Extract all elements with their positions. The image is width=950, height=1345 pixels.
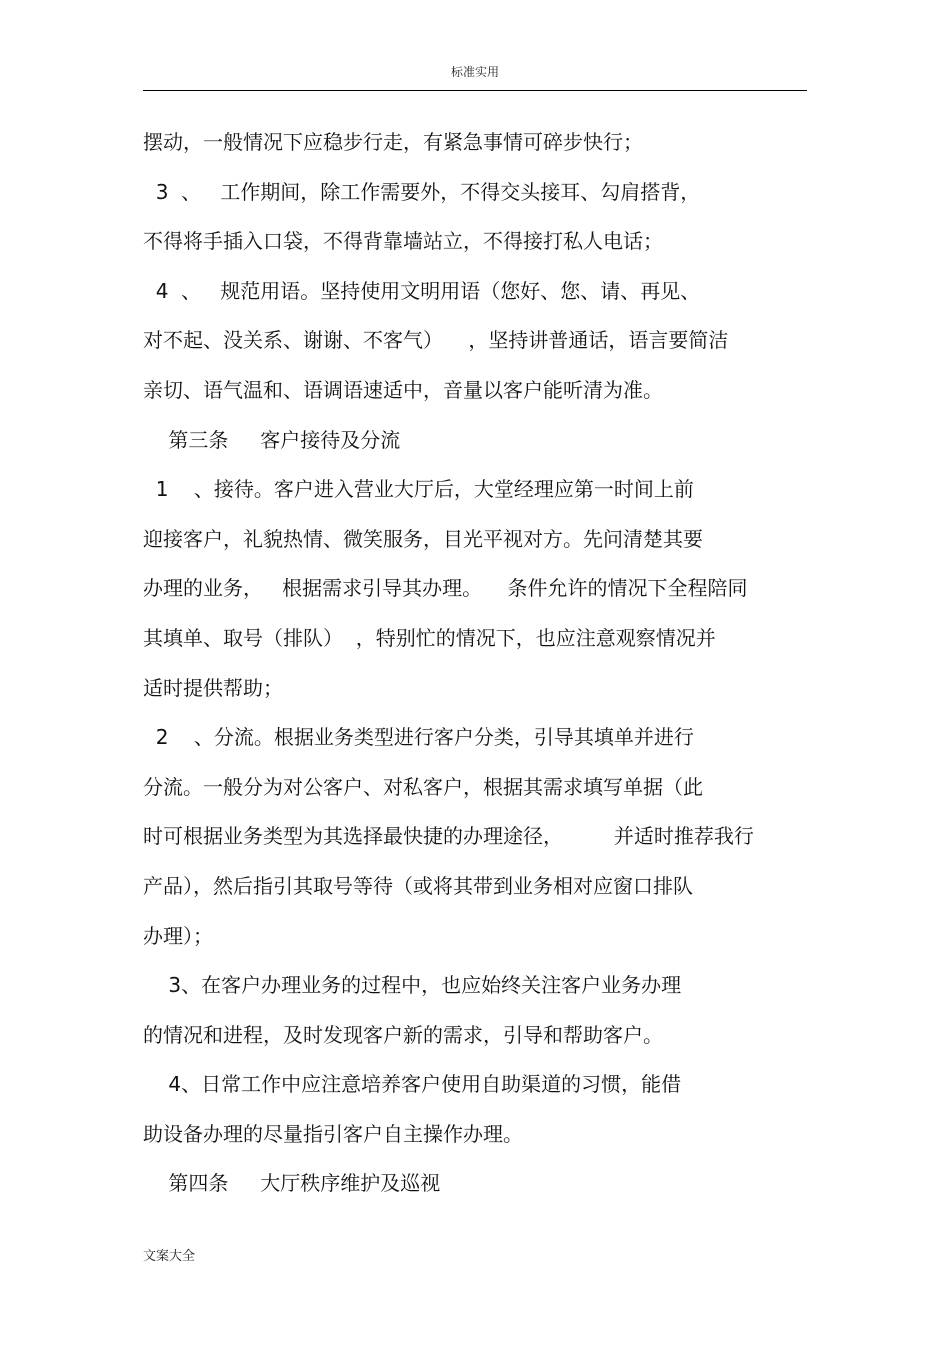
text-line: 的情况和进程，及时发现客户新的需求，引导和帮助客户。 (143, 1022, 663, 1047)
text-line: 产品），然后指引其取号等待（或将其带到业务相对应窗口排队 (143, 873, 693, 898)
text-line: 4、日常工作中应注意培养客户使用自助渠道的习惯，能借 (143, 1072, 682, 1097)
header-divider (143, 90, 807, 91)
page-header: 标准实用 (450, 65, 499, 79)
text-line: 助设备办理的尽量指引客户自主操作办理。 (143, 1121, 523, 1146)
document-body (143, 118, 807, 1209)
text-line: 1 、接待。客户进入营业大厅后，大堂经理应第一时间上前 (143, 477, 694, 502)
page-footer: 文案大全 (143, 1249, 196, 1264)
text-line: 2 、分流。根据业务类型进行客户分类，引导其填单并进行 (143, 725, 694, 750)
text-line: 不得将手插入口袋，不得背靠墙站立，不得接打私人电话； (143, 229, 663, 254)
text-line: 3 、 工作期间，除工作需要外，不得交头接耳、勾肩搭背， (143, 179, 701, 204)
text-line: 4 、 规范用语。坚持使用文明用语（您好、您、请、再见、 (143, 278, 701, 303)
text-line: 亲切、语气温和、语调语速适中，音量以客户能听清为准。 (143, 377, 663, 402)
text-line: 适时提供帮助； (143, 675, 283, 700)
text-line: 其填单、取号（排队） ，特别忙的情况下，也应注意观察情况并 (143, 625, 716, 650)
text-line: 摆动，一般情况下应稳步行走，有紧急事情可碎步快行； (143, 130, 643, 154)
text-line: 3、在客户办理业务的过程中，也应始终关注客户业务办理 (143, 973, 682, 998)
section-heading: 第三条 客户接待及分流 (143, 427, 401, 452)
text-line: 对不起、没关系、谢谢、不客气） ，坚持讲普通话，语言要简洁 (143, 328, 729, 353)
text-line: 迎接客户，礼貌热情、微笑服务，目光平视对方。先问清楚其要 (143, 526, 703, 551)
text-line: 时可根据业务类型为其选择最快捷的办理途径， 并适时推荐我行 (143, 824, 754, 849)
text-line: 分流。一般分为对公客户、对私客户，根据其需求填写单据（此 (143, 774, 703, 799)
section-heading: 第四条 大厅秩序维护及巡视 (143, 1171, 441, 1196)
text-line: 办理的业务， 根据需求引导其办理。 条件允许的情况下全程陪同 (143, 576, 748, 601)
text-line: 办理）； (143, 923, 213, 948)
